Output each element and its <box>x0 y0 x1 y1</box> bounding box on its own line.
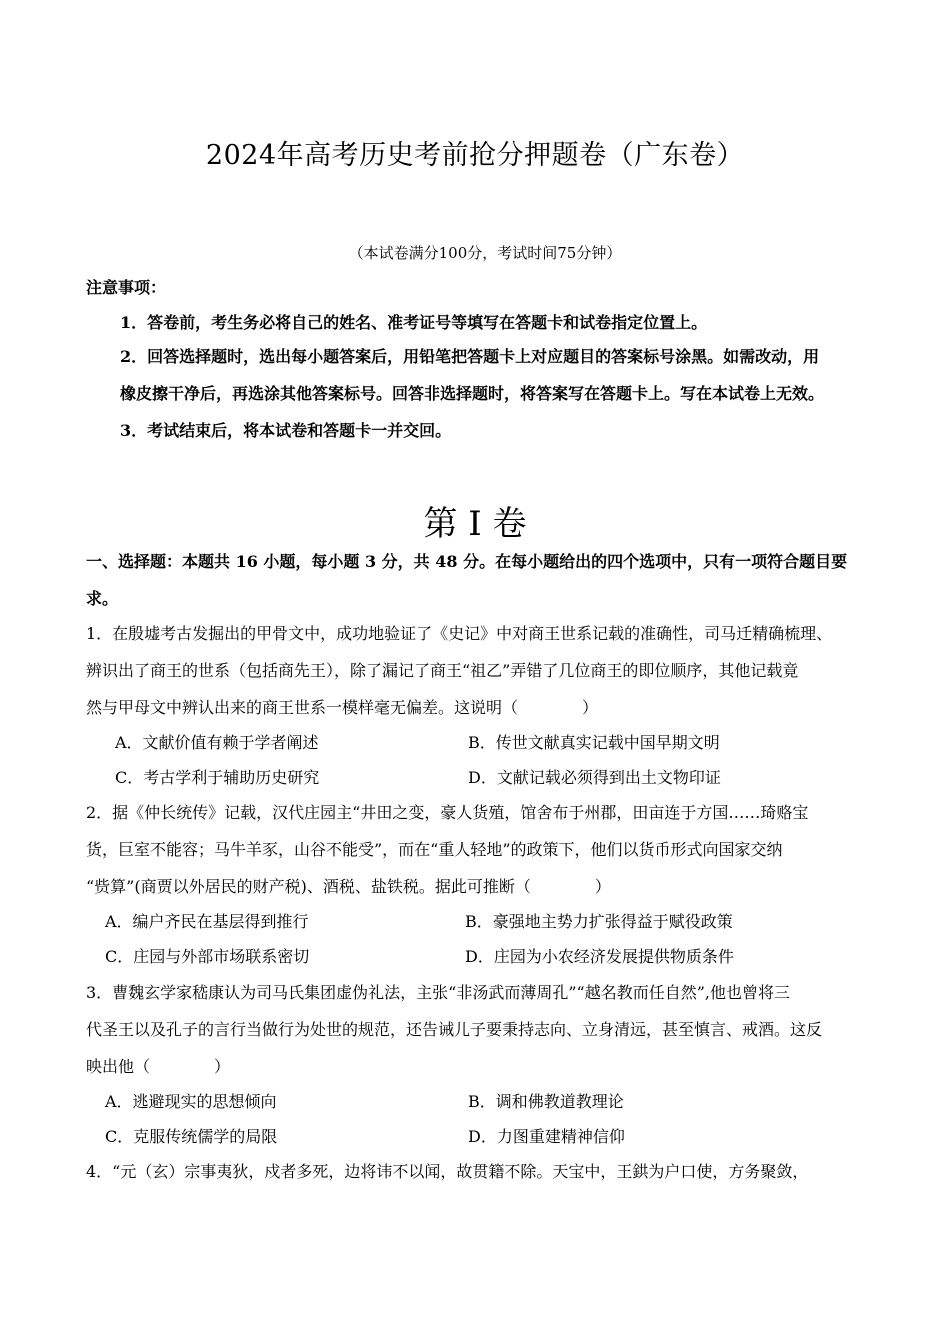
section-title: 第 I 卷 <box>423 504 527 544</box>
question-3-option-c[interactable]: C．克服传统儒学的局限 <box>105 1127 278 1146</box>
question-3-text: 映出他（ ） <box>86 1057 231 1076</box>
notice-item: 2．回答选择题时，选出每小题答案后，用铅笔把答题卡上对应题目的答案标号涂黑。如需改动，用 <box>120 347 820 366</box>
question-2-option-d[interactable]: D．庄园为小农经济发展提供物质条件 <box>465 947 734 966</box>
question-2-option-c[interactable]: C．庄园与外部市场联系密切 <box>105 947 310 966</box>
question-1-option-a[interactable]: A．文献价值有赖于学者阐述 <box>115 733 319 752</box>
question-1-option-d[interactable]: D．文献记载必须得到出土文物印证 <box>468 768 721 787</box>
question-2-text: 2．据《仲长统传》记载，汉代庄园主“井田之变，豪人货殖，馆舍布于州郡，田亩连于方国……琦赂宝 <box>86 803 809 822</box>
part-instruction: 求。 <box>86 589 119 608</box>
question-1-option-c[interactable]: C．考古学利于辅助历史研究 <box>115 768 320 787</box>
question-2-text: “赀算”(商贾以外居民的财产税)、酒税、盐铁税。据此可推断（ ） <box>86 877 611 896</box>
notice-item: 3．考试结束后，将本试卷和答题卡一并交回。 <box>120 421 452 440</box>
question-1-text: 辨识出了商王的世系（包括商先王），除了漏记了商王“祖乙”弄错了几位商王的即位顺序，其他记载竟 <box>86 661 799 680</box>
question-3-text: 3．曹魏玄学家嵇康认为司马氏集团虚伪礼法，主张“非汤武而薄周孔”“越名教而任自然”,他也曾将三 <box>86 983 790 1002</box>
part-instruction: 一、选择题：本题共 16 小题，每小题 3 分，共 48 分。在每小题给出的四个选项中，只有一项符合题目要 <box>86 552 848 571</box>
question-4-text: 4．“元（玄）宗事夷狄，戍者多死，边将讳不以闻，故贯籍不除。天宝中，王鉷为户口使，方务聚敛， <box>86 1162 809 1181</box>
notice-heading: 注意事项： <box>86 278 167 297</box>
question-2-option-b[interactable]: B．豪强地主势力扩张得益于赋役政策 <box>465 912 733 931</box>
question-3-option-b[interactable]: B．调和佛教道教理论 <box>468 1092 624 1111</box>
exam-subtitle: （本试卷满分100分，考试时间75分钟） <box>348 244 622 262</box>
question-3-option-d[interactable]: D．力图重建精神信仰 <box>468 1127 625 1146</box>
question-1-text: 然与甲母文中辨认出来的商王世系一模样毫无偏差。这说明（ ） <box>86 698 599 717</box>
notice-item: 1．答卷前，考生务必将自己的姓名、准考证号等填写在答题卡和试卷指定位置上。 <box>120 313 708 332</box>
question-2-text: 货，巨室不能容；马牛羊豕，山谷不能受”，而在“重人轻地”的政策下，他们以货币形式向国家交纳 <box>86 840 783 859</box>
exam-title: 2024年高考历史考前抢分押题卷（广东卷） <box>205 140 745 171</box>
question-3-text: 代圣王以及孔子的言行当做行为处世的规范，还告诫儿子要秉持志向、立身清远，甚至慎言、戒酒。这反 <box>86 1020 823 1039</box>
question-1-text: 1．在殷墟考古发掘出的甲骨文中，成功地验证了《史记》中对商王世系记载的准确性，司马迁精确梳理、 <box>86 624 833 643</box>
question-3-option-a[interactable]: A．逃避现实的思想倾向 <box>105 1092 277 1111</box>
question-1-option-b[interactable]: B．传世文献真实记载中国早期文明 <box>468 733 720 752</box>
notice-item: 橡皮擦干净后，再选涂其他答案标号。回答非选择题时，将答案写在答题卡上。写在本试卷上无效。 <box>120 384 825 403</box>
question-2-option-a[interactable]: A．编户齐民在基层得到推行 <box>105 912 309 931</box>
